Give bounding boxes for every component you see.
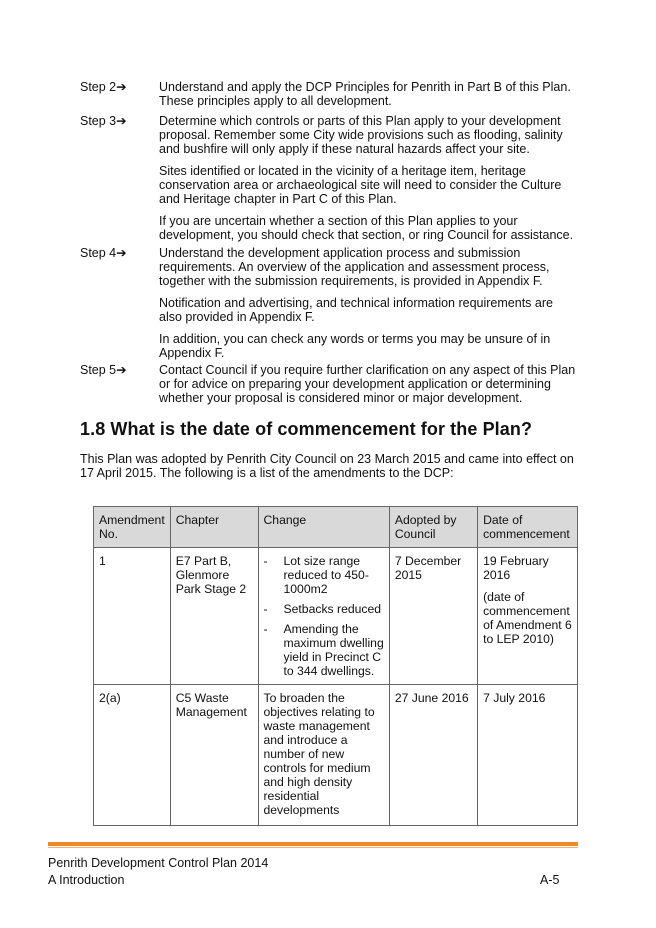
change-list xyxy=(264,554,384,678)
step-paragraph: Understand and apply the DCP Principles for Penrith in Part B of this Plan. These principles apply to all development. xyxy=(159,80,571,108)
column-header: Change xyxy=(258,507,389,548)
change-cell xyxy=(258,548,389,685)
step-paragraph: Understand the development application process and submission requirements. An overview of the application and assessment process, together with the submission requirements, is provided in Appendix F. xyxy=(159,246,550,288)
step-body xyxy=(159,114,579,250)
column-header: Adopted by Council xyxy=(389,507,477,548)
column-header: Amendment No. xyxy=(94,507,171,548)
commencement-cell: 7 July 2016 xyxy=(478,685,578,826)
footer-section-name: A Introduction xyxy=(48,873,125,887)
commencement-note: (date of commencement of Amendment 6 to LEP 2010) xyxy=(483,590,572,646)
step-paragraph: In addition, you can check any words or terms you may be unsure of in Appendix F. xyxy=(159,332,551,360)
step-paragraph: Determine which controls or parts of this Plan apply to your development proposal. Remember some City wide provisions such as flooding, salinity and bushfire will only apply if these natural hazards affect your site. xyxy=(159,114,563,156)
change-item: - Amending the maximum dwelling yield in Precinct C to 344 dwellings. xyxy=(264,622,384,678)
step-body xyxy=(159,80,579,116)
chapter-cell: E7 Part B, Glenmore Park Stage 2 xyxy=(170,548,258,685)
step-label: Step 5➔ xyxy=(80,363,127,377)
step-paragraph: Sites identified or located in the vicinity of a heritage item, heritage conservation area or archaeological site will need to consider the Culture and Heritage chapter in Part C of this Plan. xyxy=(159,164,562,206)
table-row xyxy=(94,685,578,826)
change-cell: To broaden the objectives relating to waste management and introduce a number of new controls for medium and high density residential developments xyxy=(258,685,389,826)
amendment-cell: 1 xyxy=(94,548,171,685)
table-row xyxy=(94,548,578,685)
change-item: - Lot size range reduced to 450-1000m2 xyxy=(264,554,384,596)
step-paragraph: Contact Council if you require further clarification on any aspect of this Plan or for advice on preparing your development application or determining whether your proposal is considered minor or major development. xyxy=(159,363,576,405)
amendment-cell: 2(a) xyxy=(94,685,171,826)
adopted-cell: 7 December 2015 xyxy=(389,548,477,685)
step-label: Step 2➔ xyxy=(80,80,127,94)
commencement-cell xyxy=(478,548,578,685)
change-item: - Setbacks reduced xyxy=(264,602,384,616)
amendments-table xyxy=(93,506,578,826)
column-header: Chapter xyxy=(170,507,258,548)
adopted-cell: 27 June 2016 xyxy=(389,685,477,826)
section-heading: 1.8 What is the date of commencement for the Plan? xyxy=(80,419,533,439)
footer-divider xyxy=(48,842,578,846)
table-header-row xyxy=(94,507,578,548)
section-intro: This Plan was adopted by Penrith City Council on 23 March 2015 and came into effect on 17 April 2015. The following is a list of the amendments to the DCP: xyxy=(80,452,574,480)
column-header: Date of commencement xyxy=(478,507,578,548)
step-label: Step 4➔ xyxy=(80,246,127,260)
step-label: Step 3➔ xyxy=(80,114,127,128)
step-body xyxy=(159,363,579,413)
step-paragraph: Notification and advertising, and technical information requirements are also provided in Appendix F. xyxy=(159,296,553,324)
step-paragraph: If you are uncertain whether a section of this Plan applies to your development, you should check that section, or ring Council for assistance. xyxy=(159,214,574,242)
footer-page-number: A-5 xyxy=(540,873,560,887)
commencement-date: 19 February 2016 xyxy=(483,554,549,582)
footer-document-title: Penrith Development Control Plan 2014 xyxy=(48,856,269,870)
footer-divider-secondary xyxy=(48,847,578,848)
chapter-cell: C5 Waste Management xyxy=(170,685,258,826)
step-body xyxy=(159,246,579,368)
